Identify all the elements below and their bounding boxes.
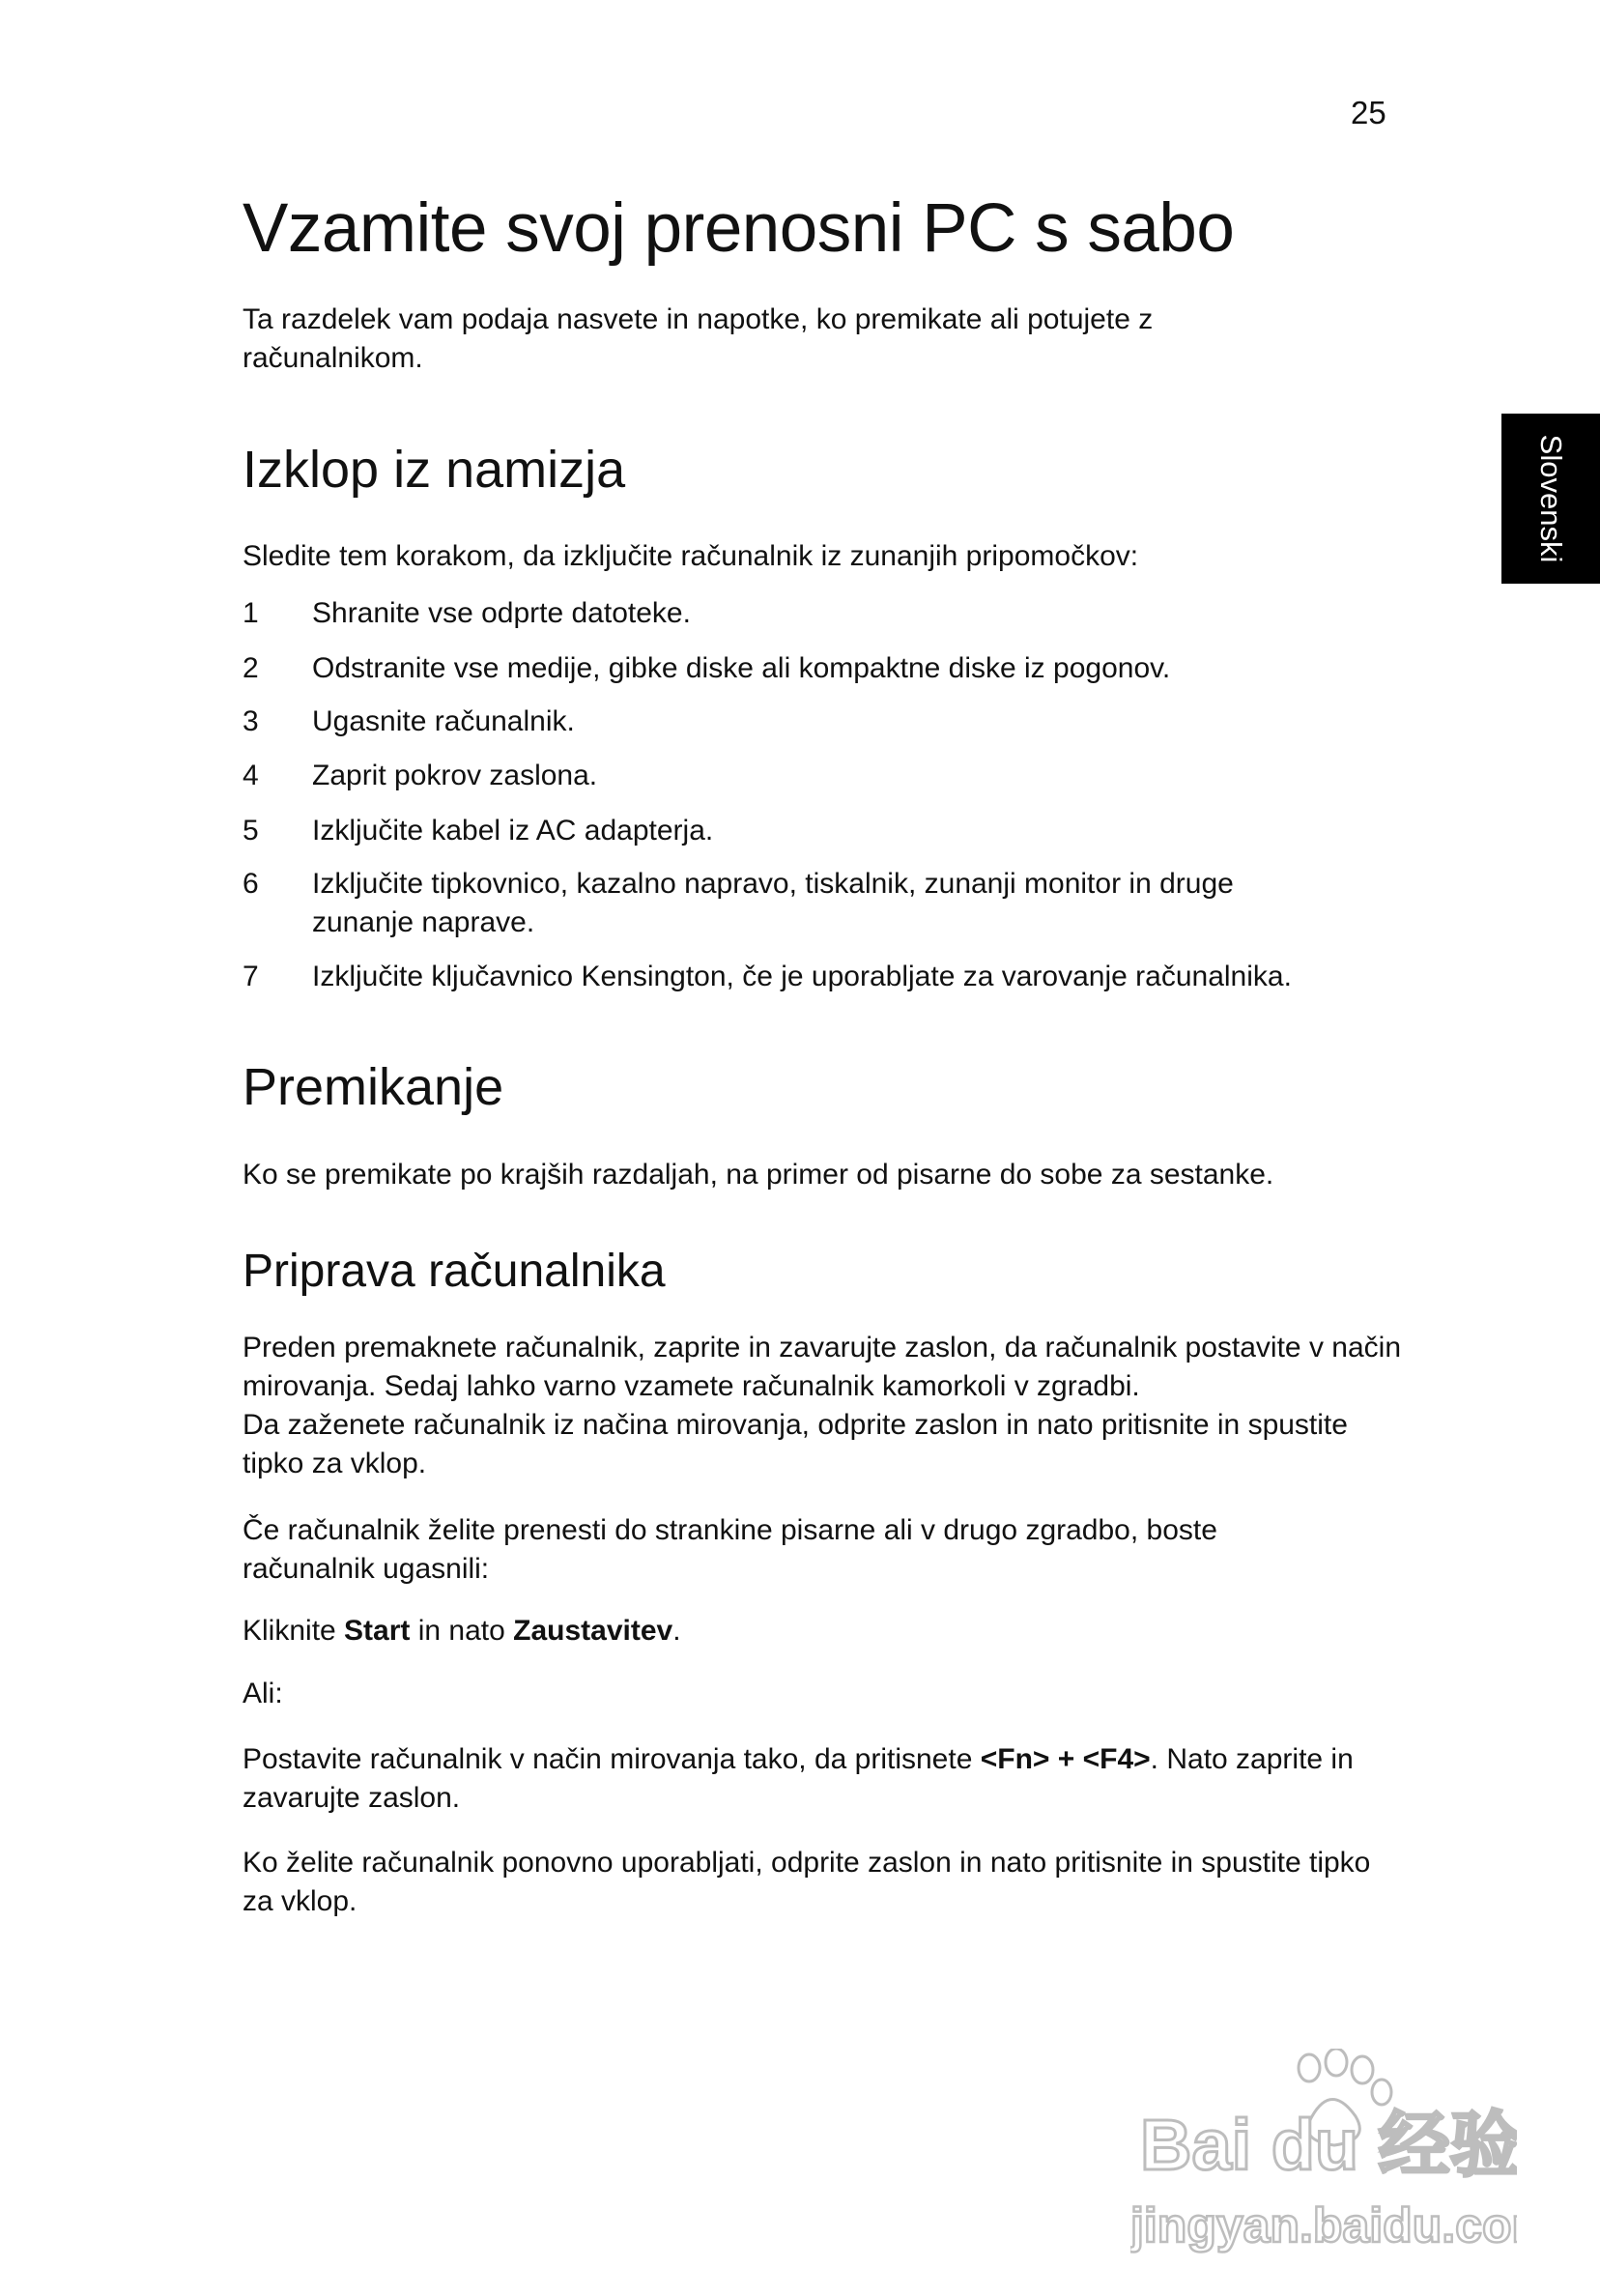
step-text: Izključite kabel iz AC adapterja. (312, 815, 714, 847)
section1-lead: Sledite tem korakom, da izključite računalnik iz zunanjih pripomočkov: (243, 540, 1139, 572)
zaustavitev-bold: Zaustavitev (513, 1615, 673, 1647)
baidu-url-text: jingyan.baidu.com (1130, 2198, 1517, 2253)
section2-text: Ko se premikate po krajših razdaljah, na primer od pisarne do sobe za sestanke. (243, 1159, 1274, 1191)
section-heading-premikanje: Premikanje (243, 1058, 504, 1116)
step-number: 1 (243, 597, 259, 629)
section-heading-priprava: Priprava računalnika (243, 1246, 666, 1297)
section3-paragraph-5: Postavite računalnik v način mirovanja tako, da pritisnete <Fn> + <F4>. Nato zaprite in zavarujte zaslon. (243, 1743, 1354, 1814)
paragraph-line: Preden premaknete računalnik, zaprite in zavarujte zaslon, da računalnik postavite v način mirovanja. Sedaj lahko varno vzamete računalnik kamorkoli v zgradbi. (243, 1332, 1402, 1402)
step-number: 4 (243, 760, 259, 791)
step-number: 5 (243, 815, 259, 847)
step-text: Izključite tipkovnico, kazalno napravo, tiskalnik, zunanji monitor in druge zunanje naprave. (312, 868, 1234, 938)
fn-f4-bold: <Fn> + <F4> (980, 1743, 1151, 1775)
language-side-tab-label: Slovenski (1534, 434, 1568, 563)
section3-paragraph-2: Če računalnik želite prenesti do strankine pisarne ali v drugo zgradbo, boste računalnik ugasnili: (243, 1514, 1217, 1585)
language-side-tab (1501, 414, 1600, 584)
step-text: Ugasnite računalnik. (312, 705, 575, 737)
section3-paragraph-3: Kliknite Start in nato Zaustavitev. (243, 1615, 681, 1647)
step-text: Zaprit pokrov zaslona. (312, 760, 598, 791)
section3-paragraph-6: Ko želite računalnik ponovno uporabljati, odprite zaslon in nato pritisnite in spustite tipko za vklop. (243, 1847, 1371, 1917)
baidu-watermark (1130, 2049, 1517, 2266)
paragraph-line: Da zaženete računalnik iz načina mirovanja, odprite zaslon in nato pritisnite in spustite tipko za vklop. (243, 1409, 1348, 1479)
step-text: Izključite ključavnico Kensington, če je uporabljate za varovanje računalnika. (312, 961, 1292, 992)
section-heading-izklop: Izklop iz namizja (243, 441, 626, 499)
step-text: Odstranite vse medije, gibke diske ali kompaktne diske iz pogonov. (312, 652, 1171, 684)
step-number: 2 (243, 652, 259, 684)
step-number: 7 (243, 961, 259, 992)
section3-paragraph-1 (243, 1329, 1402, 1483)
intro-paragraph: Ta razdelek vam podaja nasvete in napotke, ko premikate ali potujete z računalnikom. (243, 303, 1154, 374)
page-number: 25 (1351, 95, 1386, 130)
page-title: Vzamite svoj prenosni PC s sabo (243, 190, 1235, 267)
step-number: 6 (243, 868, 259, 900)
baidu-paw-logo-icon (1130, 2049, 1517, 2261)
baidu-logo-text: Bai du 经验 (1140, 2105, 1517, 2185)
start-bold: Start (344, 1615, 411, 1647)
step-text: Shranite vse odprte datoteke. (312, 597, 691, 629)
step-number: 3 (243, 705, 259, 737)
section3-paragraph-ali: Ali: (243, 1678, 283, 1709)
